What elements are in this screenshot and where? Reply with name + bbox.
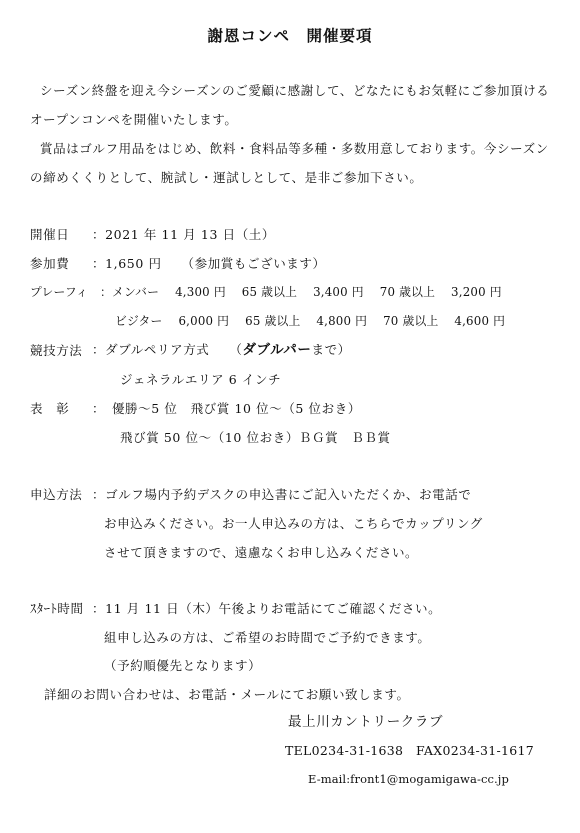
intro-p2-line1: 賞品はゴルフ用品をはじめ、飲料・食料品等多種・多数用意しております。今シーズン xyxy=(40,141,549,156)
fee-label: 参加費 xyxy=(30,256,70,271)
rules-line2: ジェネラルエリア 6 インチ xyxy=(120,372,282,387)
play-fee-label: プレーフィ xyxy=(30,285,88,299)
apply-line2: お申込みください。お一人申込みの方は、こちらでカップリング xyxy=(104,516,483,531)
page-title: 謝恩コンペ 開催要項 xyxy=(207,26,373,45)
apply-label: 申込方法 xyxy=(30,487,83,502)
awards-line1: ： 優勝～5 位 飛び賞 10 位～（5 位おき） xyxy=(92,401,361,416)
date-label: 開催日 xyxy=(30,227,70,242)
club-name: 最上川カントリークラブ xyxy=(288,714,444,730)
apply-line3: させて頂きますので、遠慮なくお申し込みください。 xyxy=(104,545,419,560)
rules-value-emphasis: ダブルパー xyxy=(242,342,312,358)
inquiry-text: 詳細のお問い合わせは、お電話・メールにてお願い致します。 xyxy=(44,687,410,702)
start-line2: 組申し込みの方は、ご希望のお時間でご予約できます。 xyxy=(104,630,431,645)
rules-label: 競技方法 xyxy=(30,343,83,358)
start-line3: （予約順優先となります） xyxy=(104,658,262,673)
intro-p1-line1: シーズン終盤を迎え今シーズンのご愛顧に感謝して、どなたにもお気軽にご参加頂ける xyxy=(40,83,550,98)
awards-line2: 飛び賞 50 位～（10 位おき）ＢＧ賞 ＢＢ賞 xyxy=(120,430,391,445)
fee-value: ：1,650 円 （参加賞もございます） xyxy=(92,256,326,271)
rules-value-post: まで） xyxy=(311,342,351,357)
play-fee-member: ：メンバー 4,300 円 65 歳以上 3,400 円 70 歳以上 3,200 円 xyxy=(100,285,502,299)
apply-line1: ：ゴルフ場内予約デスクの申込書にご記入いただくか、お電話で xyxy=(92,487,472,502)
rules-value xyxy=(92,344,351,358)
awards-label: 表 彰 xyxy=(30,401,70,416)
intro-p1-line2: オープンコンペを開催いたします。 xyxy=(30,112,238,127)
play-fee-visitor: ビジター 6,000 円 65 歳以上 4,800 円 70 歳以上 4,600 円 xyxy=(115,314,506,328)
date-value: ：2021 年 11 月 13 日（土） xyxy=(92,227,275,242)
contact-email[interactable]: E-mail:front1@mogamigawa-cc.jp xyxy=(308,772,509,786)
start-line1: ：11 月 11 日（木）午後よりお電話にてご確認ください。 xyxy=(92,601,442,616)
contact-phone-fax: TEL0234-31-1638 FAX0234-31-1617 xyxy=(285,743,535,758)
rules-value-pre: ：ダブルペリア方式 （ xyxy=(92,342,243,357)
start-label: ｽﾀｰﾄ時間 xyxy=(30,601,84,616)
intro-p2-line2: の締めくくりとして、腕試し・運試しとして、是非ご参加下さい。 xyxy=(30,170,423,185)
